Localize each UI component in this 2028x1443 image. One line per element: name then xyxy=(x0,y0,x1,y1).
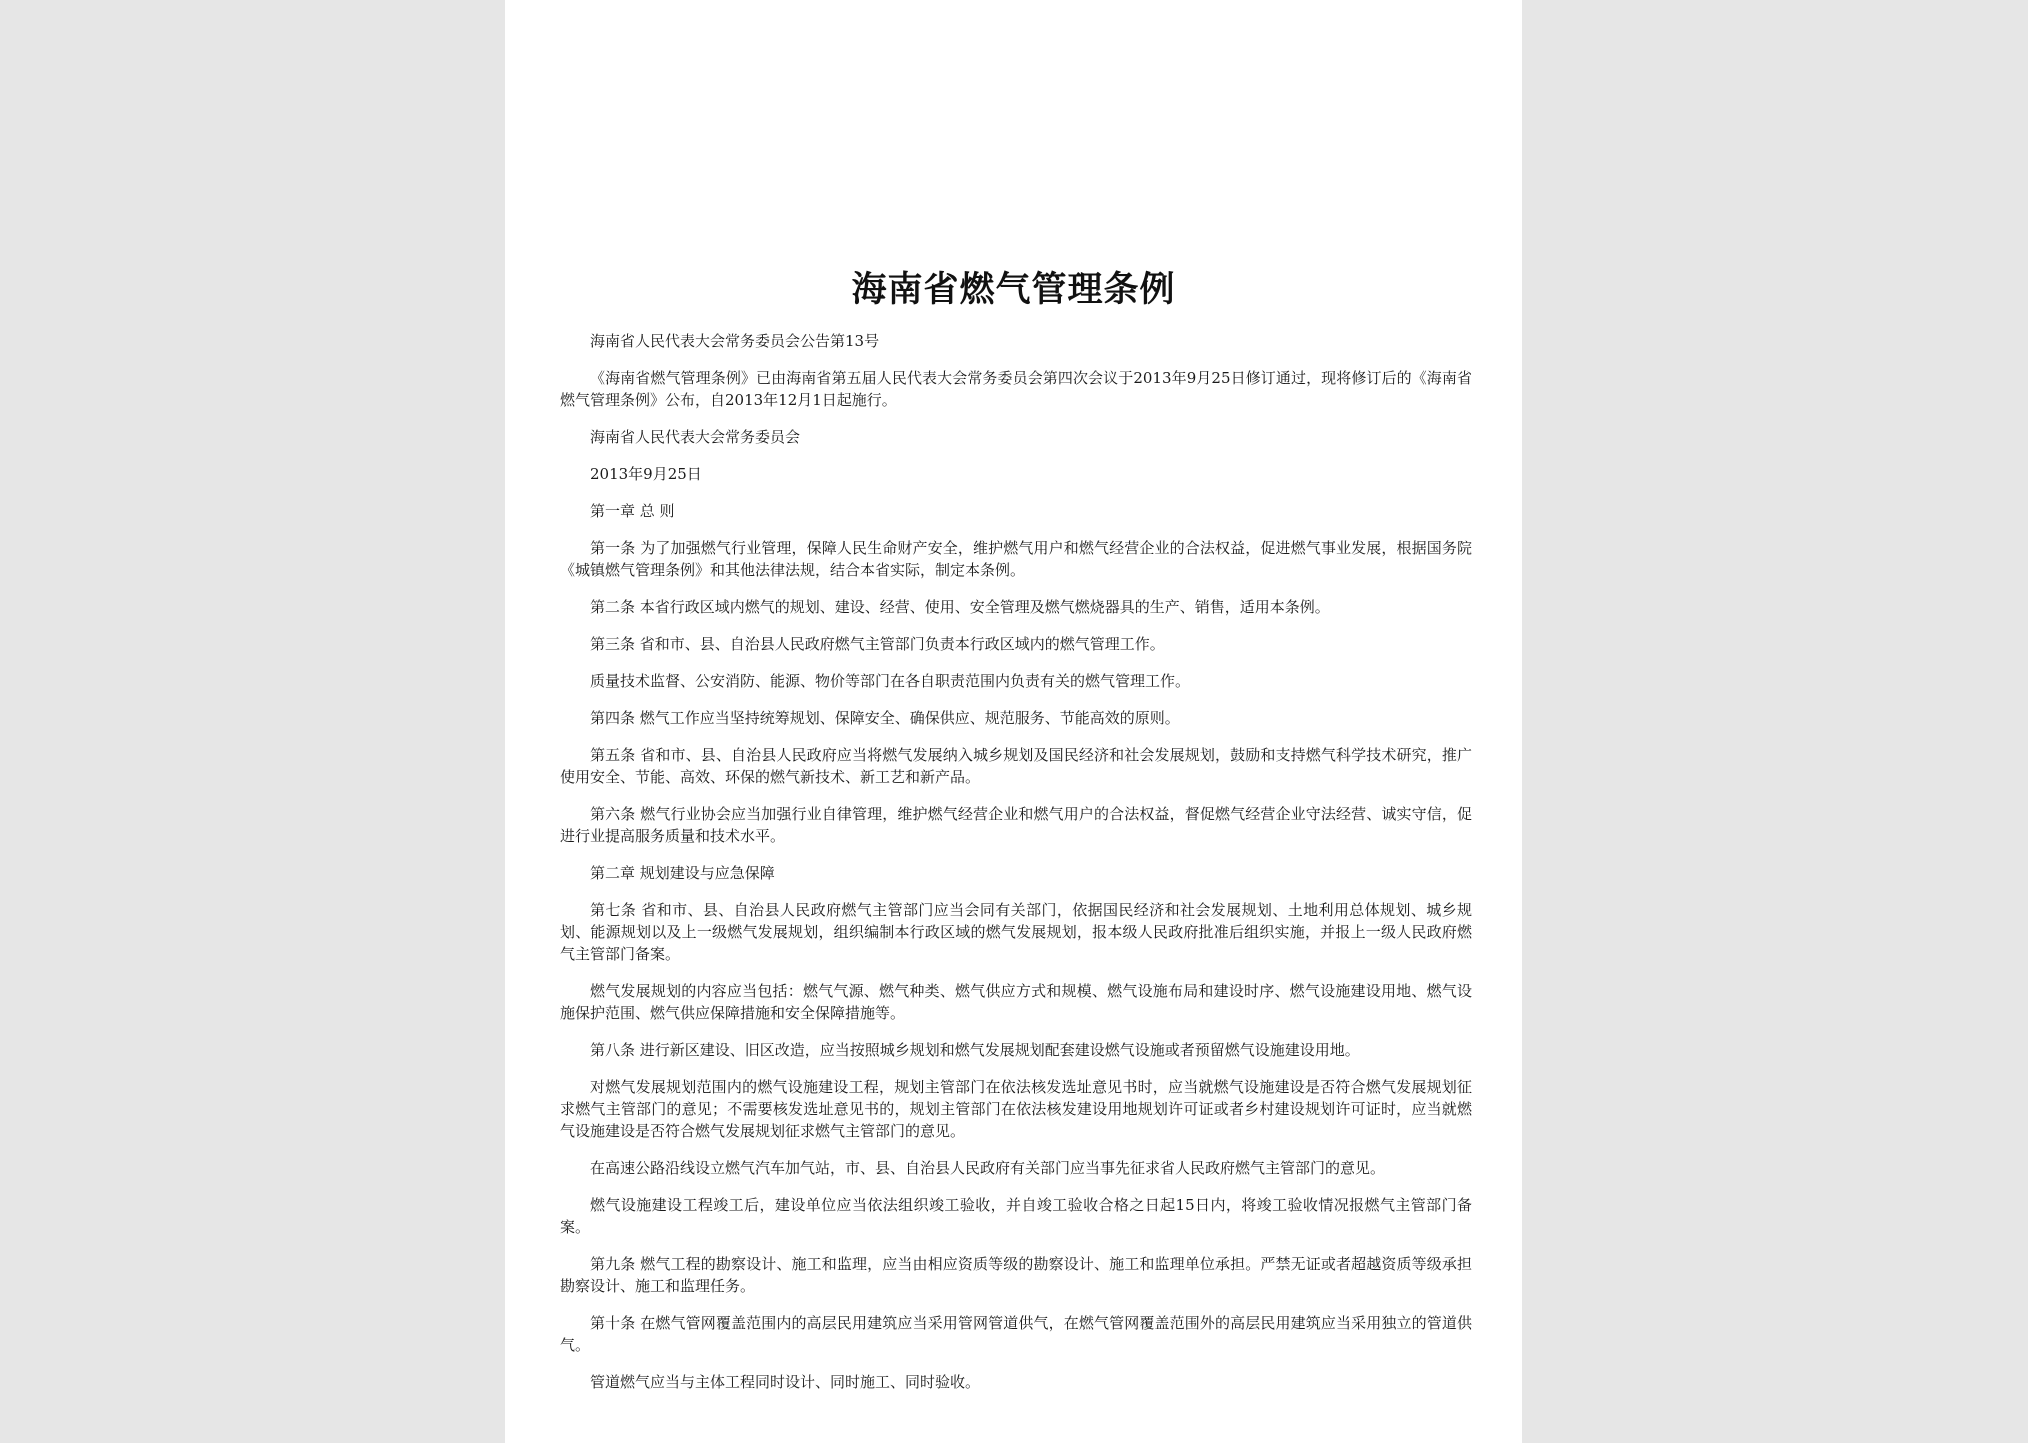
document-body xyxy=(560,330,1472,1408)
article-paragraph: 第四条 燃气工作应当坚持统筹规划、保障安全、确保供应、规范服务、节能高效的原则。 xyxy=(590,709,1180,727)
article-paragraph: 在高速公路沿线设立燃气汽车加气站，市、县、自治县人民政府有关部门应当事先征求省人民政府燃气主管部门的意见。 xyxy=(590,1159,1386,1177)
article-paragraph: 第一条 为了加强燃气行业管理，保障人民生命财产安全，维护燃气用户和燃气经营企业的合法权益，促进燃气事业发展，根据国务院《城镇燃气管理条例》和其他法律法规，结合本省实际，制定本条例。 xyxy=(560,539,1472,579)
article-paragraph: 管道燃气应当与主体工程同时设计、同时施工、同时验收。 xyxy=(590,1373,981,1391)
article-paragraph: 燃气发展规划的内容应当包括：燃气气源、燃气种类、燃气供应方式和规模、燃气设施布局和建设时序、燃气设施建设用地、燃气设施保护范围、燃气供应保障措施和安全保障措施等。 xyxy=(560,982,1472,1022)
announcement-text: 《海南省燃气管理条例》已由海南省第五届人民代表大会常务委员会第四次会议于2013年9月25日修订通过，现将修订后的《海南省燃气管理条例》公布，自2013年12月1日起施行。 xyxy=(560,369,1472,409)
issuer: 海南省人民代表大会常务委员会 xyxy=(590,428,801,446)
document-page xyxy=(505,0,1522,1443)
chapter-heading: 第一章 总 则 xyxy=(590,502,675,520)
article-paragraph: 第二条 本省行政区域内燃气的规划、建设、经营、使用、安全管理及燃气燃烧器具的生产、销售，适用本条例。 xyxy=(590,598,1330,616)
document-title: 海南省燃气管理条例 xyxy=(851,269,1176,310)
chapter-heading: 第二章 规划建设与应急保障 xyxy=(590,864,775,882)
announcement-number: 海南省人民代表大会常务委员会公告第13号 xyxy=(590,332,880,350)
article-paragraph: 质量技术监督、公安消防、能源、物价等部门在各自职责范围内负责有关的燃气管理工作。 xyxy=(590,672,1191,690)
article-paragraph: 第三条 省和市、县、自治县人民政府燃气主管部门负责本行政区域内的燃气管理工作。 xyxy=(590,635,1165,653)
article-paragraph: 燃气设施建设工程竣工后，建设单位应当依法组织竣工验收，并自竣工验收合格之日起15日内，将竣工验收情况报燃气主管部门备案。 xyxy=(560,1196,1472,1236)
article-paragraph: 第十条 在燃气管网覆盖范围内的高层民用建筑应当采用管网管道供气，在燃气管网覆盖范围外的高层民用建筑应当采用独立的管道供气。 xyxy=(560,1314,1472,1354)
article-paragraph: 第五条 省和市、县、自治县人民政府应当将燃气发展纳入城乡规划及国民经济和社会发展规划，鼓励和支持燃气科学技术研究，推广使用安全、节能、高效、环保的燃气新技术、新工艺和新产品。 xyxy=(560,746,1472,786)
issue-date: 2013年9月25日 xyxy=(590,465,702,483)
article-paragraph: 第九条 燃气工程的勘察设计、施工和监理，应当由相应资质等级的勘察设计、施工和监理单位承担。严禁无证或者超越资质等级承担勘察设计、施工和监理任务。 xyxy=(560,1255,1472,1295)
article-paragraph: 第七条 省和市、县、自治县人民政府燃气主管部门应当会同有关部门，依据国民经济和社会发展规划、土地利用总体规划、城乡规划、能源规划以及上一级燃气发展规划，组织编制本行政区域的燃气发展规划，报本级人民政府批准后组织实施，并报上一级人民政府燃气主管部门备案。 xyxy=(560,901,1472,963)
article-paragraph: 对燃气发展规划范围内的燃气设施建设工程，规划主管部门在依法核发选址意见书时，应当就燃气设施建设是否符合燃气发展规划征求燃气主管部门的意见；不需要核发选址意见书的，规划主管部门在依法核发建设用地规划许可证或者乡村建设规划许可证时，应当就燃气设施建设是否符合燃气发展规划征求燃气主管部门的意见。 xyxy=(560,1078,1472,1140)
article-paragraph: 第六条 燃气行业协会应当加强行业自律管理，维护燃气经营企业和燃气用户的合法权益，督促燃气经营企业守法经营、诚实守信，促进行业提高服务质量和技术水平。 xyxy=(560,805,1472,845)
article-paragraph: 第八条 进行新区建设、旧区改造，应当按照城乡规划和燃气发展规划配套建设燃气设施或者预留燃气设施建设用地。 xyxy=(590,1041,1360,1059)
